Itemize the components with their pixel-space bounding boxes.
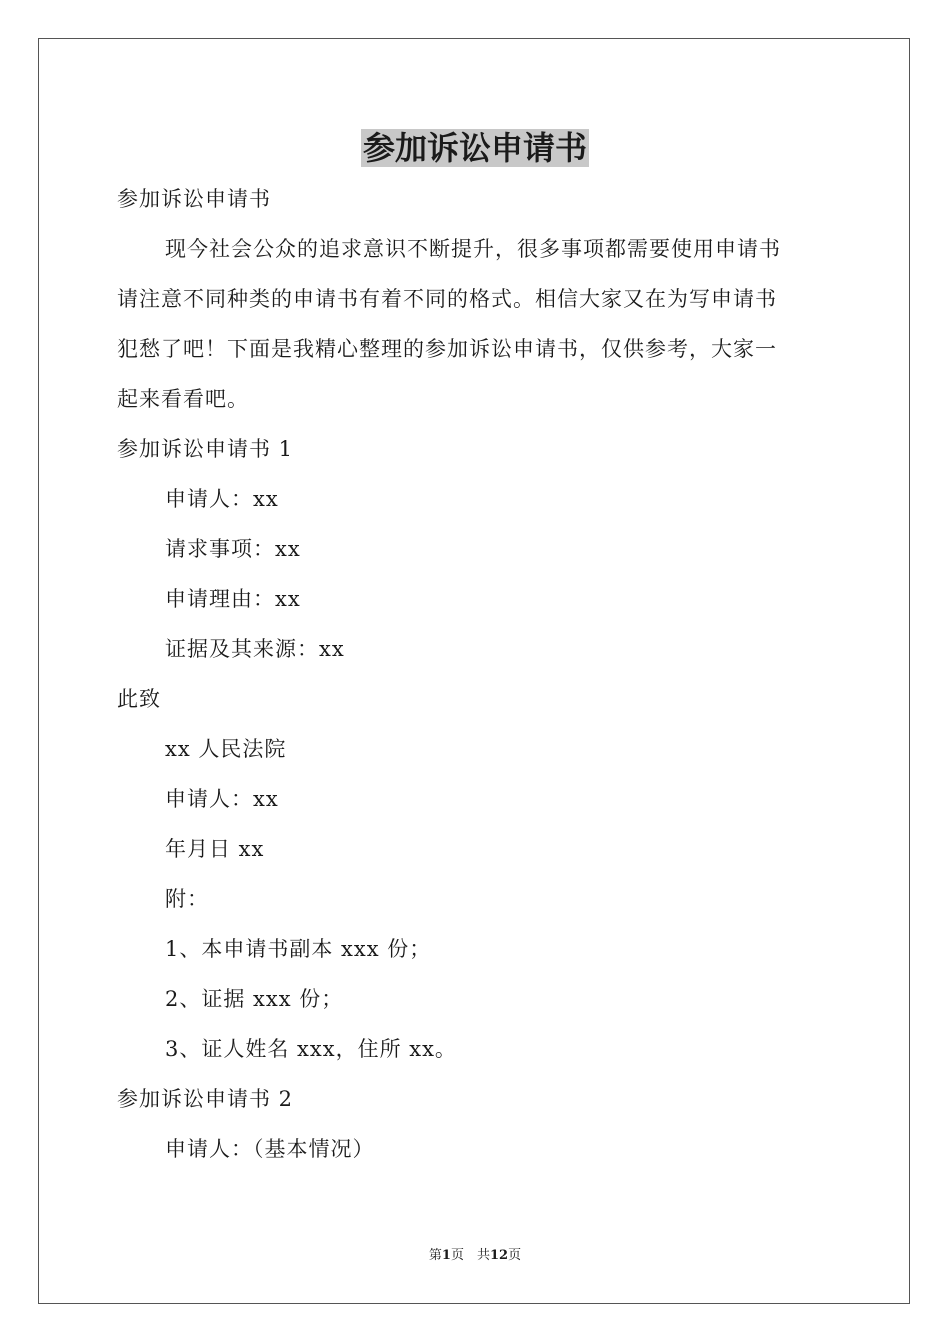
document-subtitle: 参加诉讼申请书 — [117, 187, 271, 211]
section1-evidence: 证据及其来源：xx — [165, 637, 345, 661]
section1-reason: 申请理由：xx — [165, 587, 301, 611]
section1-applicant: 申请人：xx — [165, 487, 279, 511]
section1-signature: 申请人：xx — [165, 787, 279, 811]
section1-attachment-1: 1、本申请书副本 xxx 份； — [165, 937, 432, 961]
intro-line-4: 起来看看吧。 — [117, 387, 249, 411]
section1-court: xx 人民法院 — [165, 737, 287, 761]
section1-heading: 参加诉讼申请书 1 — [117, 437, 294, 461]
footer-page-mid: 页 共 — [450, 1248, 490, 1263]
section1-salutation: 此致 — [117, 687, 161, 711]
section1-attachment-3: 3、证人姓名 xxx，住所 xx。 — [165, 1037, 457, 1061]
section2-applicant: 申请人：（基本情况） — [165, 1137, 375, 1161]
section1-attachment-2: 2、证据 xxx 份； — [165, 987, 344, 1011]
section1-date: 年月日 xx — [165, 837, 265, 861]
intro-line-1: 现今社会公众的追求意识不断提升，很多事项都需要使用申请书 — [165, 237, 781, 261]
page-footer — [0, 1247, 950, 1265]
footer-page-current: 1 — [441, 1248, 451, 1263]
section1-attachments-label: 附： — [165, 887, 209, 911]
footer-page-prefix: 第 — [428, 1248, 442, 1263]
section2-heading: 参加诉讼申请书 2 — [117, 1087, 294, 1111]
document-title — [0, 128, 950, 168]
page-frame — [38, 38, 910, 1304]
intro-line-3: 犯愁了吧！下面是我精心整理的参加诉讼申请书，仅供参考，大家一 — [117, 337, 777, 361]
intro-line-2: 请注意不同种类的申请书有着不同的格式。相信大家又在为写申请书 — [117, 287, 777, 311]
footer-page-suffix: 页 — [508, 1248, 522, 1263]
section1-request: 请求事项：xx — [165, 537, 301, 561]
document-title-text: 参加诉讼申请书 — [362, 129, 587, 167]
footer-page-total: 12 — [489, 1248, 509, 1263]
